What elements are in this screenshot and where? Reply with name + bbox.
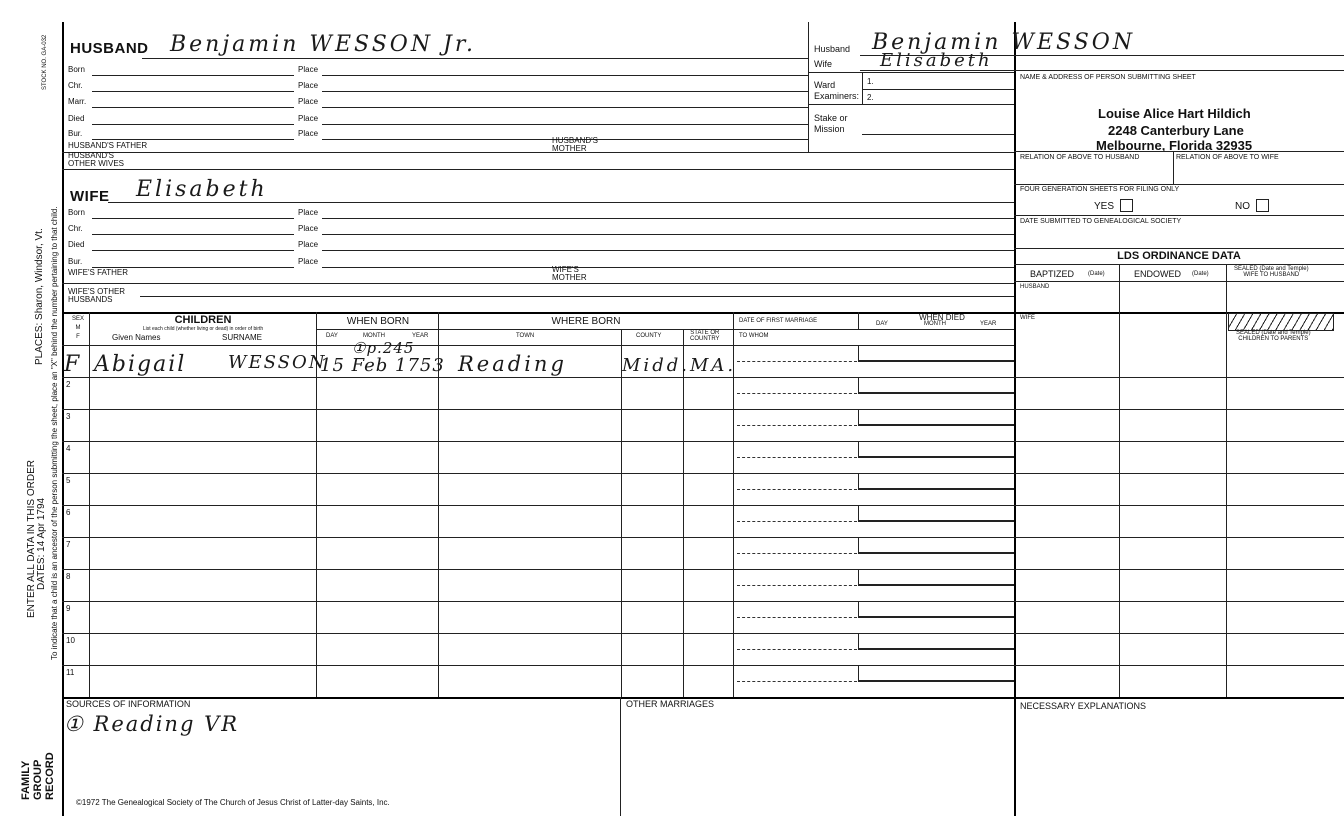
given-names-header: Given Names (112, 333, 161, 342)
husband-died-place-label: Place (298, 114, 319, 123)
ward-examiners-label: Ward Examiners: (814, 80, 860, 101)
endowed-date-label: (Date) (1192, 271, 1209, 277)
wife-name[interactable]: Elisabeth (136, 177, 268, 202)
sources-label: SOURCES OF INFORMATION (66, 699, 191, 709)
died-month-header: MONTH (924, 321, 946, 327)
yes-checkbox[interactable] (1120, 199, 1133, 212)
husband-died-label: Died (68, 114, 85, 123)
lds-title: LDS ORDINANCE DATA (1117, 250, 1241, 262)
examiner-1: 1. (867, 77, 874, 86)
lds-husband-label: HUSBAND (1020, 284, 1050, 290)
wife-bur-label: Bur. (68, 257, 83, 266)
baptized-date-label: (Date) (1088, 271, 1105, 277)
tr-husband-value[interactable]: Benjamin WESSON (872, 30, 1136, 55)
date-submitted-label: DATE SUBMITTED TO GENEALOGICAL SOCIETY (1020, 218, 1182, 225)
relation-husband-label: RELATION OF ABOVE TO HUSBAND (1020, 154, 1140, 161)
tr-wife-label: Wife (814, 59, 832, 69)
hatched-box (1228, 313, 1334, 331)
row-number-7: 7 (66, 540, 71, 549)
child1-surname[interactable]: WESSON (228, 352, 327, 373)
endowed-label: ENDOWED (1134, 269, 1181, 279)
wife-died-place-label: Place (298, 240, 319, 249)
state-header: STATE OR COUNTRY (690, 330, 720, 342)
no-label: NO (1235, 201, 1250, 212)
row-number-3: 3 (66, 412, 71, 421)
other-marriages-label: OTHER MARRIAGES (626, 699, 715, 709)
stock-number: STOCK NO. GA-032 (42, 34, 48, 90)
top-right-divider (808, 22, 809, 152)
lds-wife-label: WIFE (1020, 315, 1035, 321)
first-marriage-header: DATE OF FIRST MARRIAGE (739, 318, 818, 324)
surname-header: SURNAME (222, 333, 263, 342)
when-died-header: WHEN DIED (919, 313, 965, 322)
died-day-header: DAY (876, 321, 888, 327)
row-number-6: 6 (66, 508, 71, 517)
town-header: TOWN (516, 333, 535, 339)
wife-died-label: Died (68, 240, 85, 249)
wife-bur-place-label: Place (298, 257, 319, 266)
born-day-header: DAY (326, 333, 338, 339)
husband-label: HUSBAND (70, 40, 149, 57)
husband-chr-label: Chr. (68, 81, 83, 90)
sealed-children-label: SEALED (Date and Temple) CHILDREN TO PARENTS (1236, 330, 1311, 342)
husband-bur-label: Bur. (68, 129, 83, 138)
row-number-2: 2 (66, 380, 71, 389)
wife-label: WIFE (70, 188, 110, 205)
husbands-father-label: HUSBAND'S FATHER (68, 141, 148, 150)
submitter-street: 2248 Canterbury Lane (1108, 123, 1244, 138)
child1-town[interactable]: Reading (458, 352, 567, 376)
row-number-10: 10 (66, 636, 75, 645)
places-note: PLACES: Sharon, Windsor, Vt. (34, 228, 45, 365)
sealed-wife-label: SEALED (Date and Temple) WIFE TO HUSBAND (1234, 266, 1309, 278)
baptized-label: BAPTIZED (1030, 269, 1075, 279)
sex-header: SEX M F (72, 316, 85, 340)
enter-order-note: ENTER ALL DATA IN THIS ORDER (26, 460, 37, 618)
family-group-record-title: FAMILY GROUP RECORD (20, 752, 56, 800)
husbands-other-wives-label: HUSBAND'S OTHER WIVES (68, 151, 125, 168)
child1-sex[interactable]: F (64, 352, 80, 377)
copyright-notice: ©1972 The Genealogical Society of The Church of Jesus Christ of Latter-day Saints, Inc. (76, 798, 390, 807)
wife-born-label: Born (68, 208, 85, 217)
child1-county[interactable]: Midd. (622, 355, 690, 376)
child1-source-note[interactable]: ①p.245 (352, 339, 415, 357)
children-header: CHILDREN (174, 314, 232, 326)
husband-born-label: Born (68, 65, 85, 74)
stake-mission-label: Stake or Mission (814, 113, 848, 134)
wifes-other-husbands-label: WIFE'S OTHER HUSBANDS (68, 287, 126, 304)
husbands-mother-label: HUSBAND'S MOTHER (552, 136, 598, 153)
row-number-9: 9 (66, 604, 71, 613)
wifes-mother-label: WIFE'S MOTHER (552, 265, 587, 282)
dates-note: DATES: 14 Apr 1794 (36, 497, 47, 590)
submitter-name: Louise Alice Hart Hildich (1098, 106, 1251, 121)
submitter-header: NAME & ADDRESS OF PERSON SUBMITTING SHEET (1020, 74, 1196, 81)
husband-bur-place-label: Place (298, 129, 319, 138)
four-generation-label: FOUR GENERATION SHEETS FOR FILING ONLY (1020, 186, 1180, 193)
husband-marr-place-label: Place (298, 97, 319, 106)
no-checkbox[interactable] (1256, 199, 1269, 212)
where-born-header: WHERE BORN (551, 316, 621, 327)
husband-chr-place-label: Place (298, 81, 319, 90)
when-born-header: WHEN BORN (346, 316, 410, 327)
husband-marr-label: Marr. (68, 97, 87, 106)
born-year-header: YEAR (412, 333, 429, 339)
died-year-header: YEAR (980, 321, 997, 327)
examiner-2: 2. (867, 93, 874, 102)
yes-label: YES (1094, 201, 1115, 212)
child1-birth-date[interactable]: 15 Feb 1753 (320, 355, 445, 376)
relation-wife-label: RELATION OF ABOVE TO WIFE (1176, 154, 1279, 161)
necessary-explanations-label: NECESSARY EXPLANATIONS (1020, 701, 1147, 711)
sources-value[interactable]: ① Reading VR (64, 712, 240, 736)
child1-given-name[interactable]: Abigail (94, 352, 187, 377)
row-number-8: 8 (66, 572, 71, 581)
row-number-11: 11 (66, 668, 75, 677)
county-header: COUNTY (636, 333, 662, 339)
wife-chr-place-label: Place (298, 224, 319, 233)
to-whom-header: TO WHOM (739, 333, 769, 339)
children-note: List each child (whether living or dead) in order of birth (142, 326, 264, 332)
tr-wife-value[interactable]: Elisabeth (880, 50, 993, 71)
child1-state[interactable]: MA. (690, 355, 737, 376)
wife-born-place-label: Place (298, 208, 319, 217)
wifes-father-label: WIFE'S FATHER (68, 268, 129, 277)
husband-name[interactable]: Benjamin WESSON Jr. (170, 32, 476, 57)
row-number-4: 4 (66, 444, 71, 453)
submitter-city: Melbourne, Florida 32935 (1096, 138, 1253, 153)
row-number-5: 5 (66, 476, 71, 485)
tr-husband-label: Husband (814, 44, 851, 54)
wife-chr-label: Chr. (68, 224, 83, 233)
ancestor-instruction: To indicate that a child is an ancestor of the person submitting the sheet, place an "X" behind the number pertaining to that child. (50, 206, 59, 660)
husband-born-place-label: Place (298, 65, 319, 74)
born-month-header: MONTH (363, 333, 385, 339)
